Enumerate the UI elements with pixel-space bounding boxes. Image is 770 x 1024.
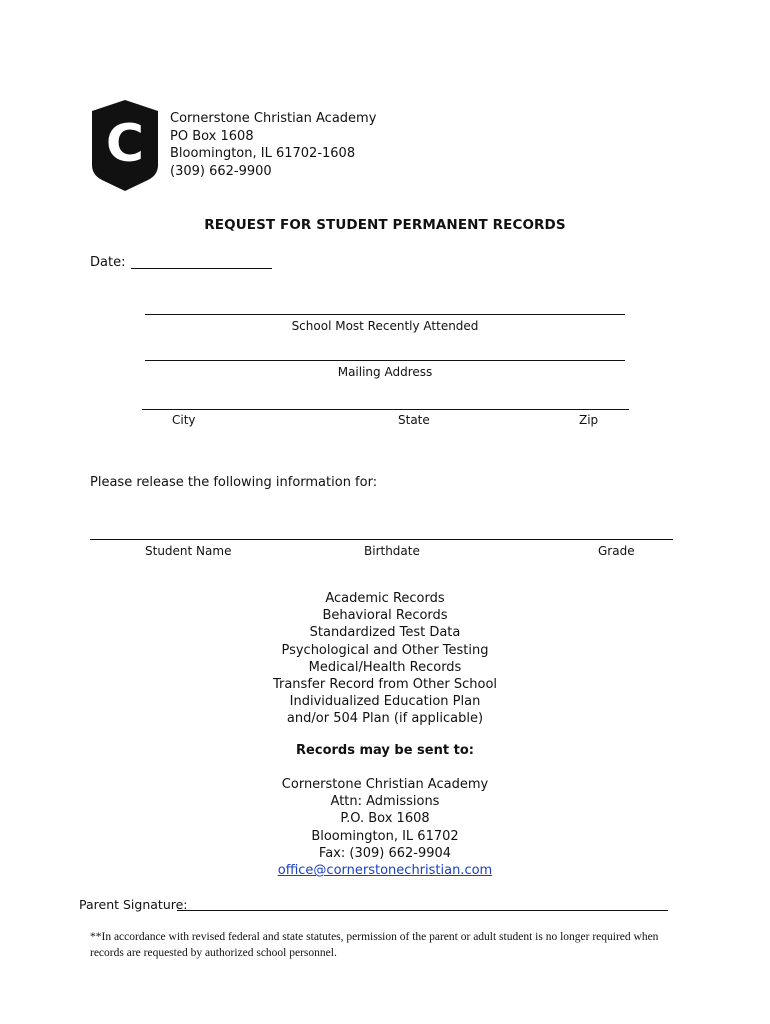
email-link[interactable]: office@cornerstonechristian.com [277, 863, 493, 879]
date-field[interactable] [131, 268, 272, 269]
list-item: Medical/Health Records [308, 659, 462, 675]
city-state-zip: Bloomington, IL 61702-1608 [170, 146, 356, 161]
mailing-address-field[interactable] [145, 360, 625, 361]
date-row [90, 255, 125, 270]
school-field[interactable] [145, 314, 625, 315]
school-name: Cornerstone Christian Academy [170, 111, 377, 126]
footnote: **In accordance with revised federal and state statutes, permission of the parent or adult student is no longer required when records are requested by authorized school personnel. [90, 931, 659, 959]
list-item: Psychological and Other Testing [281, 642, 489, 658]
list-item: Standardized Test Data [309, 625, 461, 641]
send-to-line: Bloomington, IL 61702 [311, 828, 459, 844]
student-info-field[interactable] [90, 539, 673, 540]
city-state-zip-field[interactable] [142, 409, 629, 410]
list-item: Behavioral Records [322, 608, 448, 624]
signature-field[interactable] [177, 910, 668, 911]
list-item: Individualized Education Plan [289, 694, 481, 710]
school-caption: School Most Recently Attended [291, 319, 479, 333]
signature-row [79, 897, 188, 912]
grade-caption: Grade [598, 544, 635, 558]
school-address-block [170, 110, 376, 180]
send-to-line: Cornerstone Christian Academy [281, 777, 489, 792]
mailing-address-caption: Mailing Address [337, 365, 433, 379]
city-caption: City [172, 413, 196, 427]
student-name-caption: Student Name [145, 544, 232, 558]
send-to-address [0, 776, 770, 879]
phone-number: (309) 662-9900 [170, 163, 272, 179]
send-to-line: Attn: Admissions [330, 794, 440, 810]
state-caption: State [398, 413, 430, 427]
po-box: PO Box 1608 [170, 128, 254, 144]
signature-label: Parent Signature: [79, 897, 188, 912]
list-item: and/or 504 Plan (if applicable) [286, 711, 484, 727]
shield-c-logo-icon [90, 99, 160, 191]
zip-caption: Zip [579, 413, 599, 427]
send-to-heading: Records may be sent to: [296, 743, 474, 758]
send-to-line: Fax: (309) 662-9904 [318, 845, 452, 861]
list-item: Transfer Record from Other School [272, 677, 498, 693]
send-to-line: P.O. Box 1608 [340, 811, 430, 827]
release-instruction: Please release the following information for: [90, 475, 378, 490]
records-list [0, 590, 770, 728]
page-title: REQUEST FOR STUDENT PERMANENT RECORDS [204, 217, 566, 233]
svg-text:C: C [105, 114, 145, 174]
date-label: Date: [90, 255, 126, 270]
list-item: Academic Records [325, 591, 445, 606]
birthdate-caption: Birthdate [364, 544, 420, 558]
